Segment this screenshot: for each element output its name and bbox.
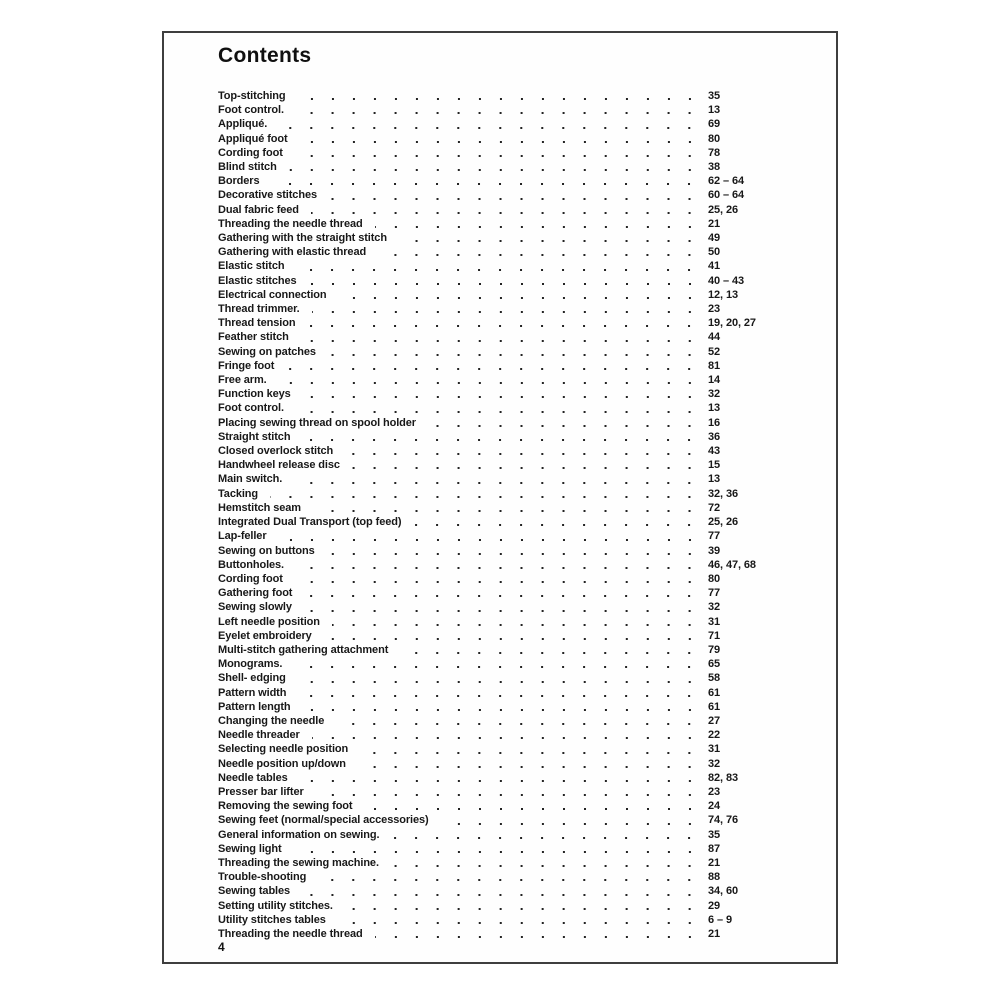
toc-row (218, 472, 826, 486)
toc-row (218, 643, 826, 657)
toc-entry-pages: 52 (708, 345, 721, 358)
toc-entry-pages: 23 (708, 785, 721, 798)
toc-entry-pages: 22 (708, 729, 721, 742)
dot-leader (302, 438, 700, 442)
toc-entry-label: General information on sewing. (218, 828, 380, 841)
dot-leader (336, 722, 700, 726)
toc-entry-label: Sewing slowly (218, 601, 292, 614)
toc-entry-pages: 32, 36 (708, 487, 738, 500)
toc-entry-pages: 50 (708, 246, 721, 259)
dot-leader (327, 552, 700, 556)
toc-entry-label: Shell- edging (218, 672, 286, 685)
toc-entry-label: Feather stitch (218, 331, 289, 344)
toc-entry-pages: 14 (708, 374, 721, 387)
toc-row (218, 217, 826, 231)
toc-entry-pages: 29 (708, 899, 721, 912)
dot-leader (441, 822, 700, 826)
toc-entry-label: Integrated Dual Transport (top feed) (218, 516, 402, 529)
toc-row (218, 359, 826, 373)
toc-entry-label: Thread trimmer. (218, 303, 300, 316)
dot-leader (298, 97, 700, 101)
dot-leader (296, 268, 700, 272)
toc-entry-label: Gathering with elastic thread (218, 246, 367, 259)
dot-leader (294, 665, 700, 669)
toc-row (218, 529, 826, 543)
toc-entry-pages: 13 (708, 104, 721, 117)
toc-entry-pages: 35 (708, 828, 721, 841)
toc-entry-label: Foot control. (218, 104, 284, 117)
toc-row (218, 686, 826, 700)
toc-entry-label: Decorative stitches (218, 189, 317, 202)
toc-entry-label: Lap-feller (218, 530, 267, 543)
dot-leader (375, 225, 700, 229)
toc-row (218, 657, 826, 671)
dot-leader (300, 140, 700, 144)
toc-entry-label: Utility stitches tables (218, 913, 326, 926)
dot-leader (360, 751, 700, 755)
toc-row (218, 444, 826, 458)
toc-entry-pages: 65 (708, 658, 721, 671)
toc-entry-label: Sewing tables (218, 885, 291, 898)
toc-entry-pages: 21 (708, 856, 721, 869)
toc-row (218, 458, 826, 472)
toc-row (218, 771, 826, 785)
toc-entry-pages: 69 (708, 118, 721, 131)
toc-entry-pages: 80 (708, 572, 721, 585)
toc-row (218, 487, 826, 501)
dot-leader (298, 694, 700, 698)
toc-row (218, 913, 826, 927)
toc-entry-pages: 46, 47, 68 (708, 558, 756, 571)
toc-entry-pages: 32 (708, 601, 721, 614)
dot-leader (358, 765, 700, 769)
dot-leader (328, 353, 700, 357)
toc-entry-pages: 72 (708, 501, 721, 514)
dot-leader (295, 154, 700, 158)
toc-row (218, 430, 826, 444)
dot-leader (312, 310, 700, 314)
toc-entry-pages: 25, 26 (708, 516, 738, 529)
dot-leader (365, 807, 701, 811)
toc-row (218, 884, 826, 898)
dot-leader (329, 197, 700, 201)
toc-entry-label: Threading the sewing machine. (218, 856, 379, 869)
toc-entry-label: Free arm. (218, 374, 267, 387)
dot-leader (295, 580, 700, 584)
toc-row (218, 813, 826, 827)
toc-entry-label: Handwheel release disc (218, 459, 340, 472)
toc-entry-pages: 77 (708, 587, 721, 600)
toc-entry-label: Sewing feet (normal/special accessories) (218, 814, 429, 827)
toc-row (218, 274, 826, 288)
toc-entry-label: Blind stitch (218, 161, 277, 174)
page-title: Contents (218, 44, 312, 67)
toc-row (218, 728, 826, 742)
dot-leader (301, 339, 700, 343)
toc-entry-pages: 36 (708, 430, 721, 443)
toc-entry-label: Presser bar lifter (218, 785, 304, 798)
dot-leader (399, 239, 700, 243)
manual-contents-page (162, 31, 838, 964)
toc-entry-label: Borders (218, 175, 260, 188)
toc-entry-label: Top-stitching (218, 90, 286, 102)
toc-entry-label: Main switch. (218, 473, 283, 486)
toc-row (218, 117, 826, 131)
toc-row (218, 671, 826, 685)
toc-entry-label: Straight stitch (218, 430, 291, 443)
toc-entry-pages: 88 (708, 871, 721, 884)
dot-leader (352, 466, 700, 470)
toc-entry-label: Elastic stitches (218, 274, 297, 287)
toc-row (218, 742, 826, 756)
toc-entry-pages: 39 (708, 544, 721, 557)
toc-entry-label: Cording foot (218, 146, 283, 159)
dot-leader (304, 594, 700, 598)
toc-entry-label: Elastic stitch (218, 260, 285, 273)
toc-row (218, 89, 826, 103)
dot-leader (316, 793, 700, 797)
toc-entry-pages: 13 (708, 402, 721, 415)
toc-entry-pages: 35 (708, 90, 721, 102)
toc-entry-pages: 31 (708, 743, 721, 756)
toc-entry-pages: 38 (708, 161, 721, 174)
dot-leader (279, 381, 700, 385)
toc-row (218, 515, 826, 529)
toc-entry-label: Foot control. (218, 402, 284, 415)
toc-row (218, 799, 826, 813)
dot-leader (324, 637, 700, 641)
toc-entry-label: Thread tension (218, 317, 296, 330)
toc-row (218, 416, 826, 430)
dot-leader (279, 538, 700, 542)
toc-row (218, 899, 826, 913)
toc-row (218, 842, 826, 856)
toc-entry-pages: 15 (708, 459, 721, 472)
toc-row (218, 174, 826, 188)
toc-entry-pages: 23 (708, 303, 721, 316)
toc-entry-pages: 49 (708, 232, 721, 245)
dot-leader (400, 651, 700, 655)
dot-leader (296, 111, 700, 115)
toc-entry-pages: 61 (708, 700, 721, 713)
toc-entry-label: Gathering with the straight stitch (218, 232, 387, 245)
toc-entry-pages: 31 (708, 615, 721, 628)
toc-entry-pages: 25, 26 (708, 203, 738, 216)
toc-entry-label: Pattern length (218, 700, 291, 713)
toc-row (218, 586, 826, 600)
dot-leader (296, 566, 700, 570)
toc-row (218, 714, 826, 728)
dot-leader (338, 921, 700, 925)
toc-row (218, 572, 826, 586)
toc-row (218, 615, 826, 629)
toc-row (218, 373, 826, 387)
toc-entry-label: Appliqué foot (218, 132, 288, 145)
toc-row (218, 870, 826, 884)
toc-row (218, 160, 826, 174)
toc-entry-label: Dual fabric feed (218, 203, 299, 216)
dot-leader (294, 850, 700, 854)
toc-row (218, 316, 826, 330)
toc-entry-label: Closed overlock stitch (218, 445, 334, 458)
toc-entry-pages: 78 (708, 146, 721, 159)
dot-leader (313, 509, 700, 513)
dot-leader (378, 253, 700, 257)
dot-leader (345, 452, 700, 456)
toc-row (218, 700, 826, 714)
toc-entry-pages: 58 (708, 672, 721, 685)
toc-entry-label: Trouble-shooting (218, 871, 307, 884)
dot-leader (289, 168, 700, 172)
toc-entry-pages: 77 (708, 530, 721, 543)
dot-leader (296, 410, 700, 414)
toc-row (218, 146, 826, 160)
toc-entry-pages: 71 (708, 629, 721, 642)
toc-entry-label: Threading the needle thread (218, 217, 363, 230)
toc-row (218, 544, 826, 558)
toc-row (218, 387, 826, 401)
toc-row (218, 231, 826, 245)
toc-entry-pages: 32 (708, 388, 721, 401)
toc-row (218, 103, 826, 117)
toc-row (218, 330, 826, 344)
toc-entry-pages: 27 (708, 714, 721, 727)
dot-leader (332, 623, 700, 627)
toc-entry-pages: 6 – 9 (708, 913, 732, 926)
toc-entry-pages: 62 – 64 (708, 175, 745, 188)
toc-entry-pages: 40 – 43 (708, 274, 745, 287)
toc-entry-pages: 12, 13 (708, 288, 738, 301)
dot-leader (302, 893, 700, 897)
dot-leader (413, 523, 700, 527)
toc-entry-pages: 16 (708, 416, 721, 429)
dot-leader (270, 495, 700, 499)
dot-leader (307, 324, 700, 328)
toc-row (218, 757, 826, 771)
dot-leader (391, 836, 700, 840)
toc-entry-pages: 82, 83 (708, 771, 738, 784)
toc-row (218, 203, 826, 217)
toc-row (218, 245, 826, 259)
toc-entry-label: Sewing on patches (218, 345, 316, 358)
toc-entry-pages: 60 – 64 (708, 189, 745, 202)
toc-entry-label: Pattern width (218, 686, 287, 699)
toc-entry-label: Needle threader (218, 729, 300, 742)
dot-leader (303, 395, 700, 399)
toc-entry-label: Sewing light (218, 842, 282, 855)
dot-leader (428, 424, 700, 428)
toc-entry-label: Multi-stitch gathering attachment (218, 643, 389, 656)
toc-entry-label: Sewing on buttons (218, 544, 315, 557)
toc-entry-label: Cording foot (218, 572, 283, 585)
dot-leader (279, 126, 700, 130)
toc-entry-label: Eyelet embroidery (218, 629, 312, 642)
toc-row (218, 828, 826, 842)
toc-entry-label: Hemstitch seam (218, 501, 301, 514)
toc-entry-pages: 21 (708, 927, 721, 940)
toc-entry-label: Changing the needle (218, 714, 325, 727)
toc-entry-pages: 41 (708, 260, 721, 273)
dot-leader (312, 736, 700, 740)
page-number: 4 (218, 940, 225, 954)
toc-entry-pages: 43 (708, 445, 721, 458)
toc-entry-label: Selecting needle position (218, 743, 349, 756)
dot-leader (300, 779, 700, 783)
toc-entry-label: Needle tables (218, 771, 288, 784)
dot-leader (375, 935, 700, 939)
toc-row (218, 600, 826, 614)
toc-row (218, 132, 826, 146)
toc-entry-pages: 24 (708, 800, 721, 813)
toc-entry-pages: 80 (708, 132, 721, 145)
dot-leader (303, 708, 700, 712)
toc-entry-pages: 21 (708, 217, 721, 230)
toc-entry-label: Tacking (218, 487, 259, 500)
dot-leader (294, 481, 700, 485)
dot-leader (318, 878, 700, 882)
toc-entry-label: Left needle position (218, 615, 320, 628)
table-of-contents (218, 89, 826, 941)
toc-row (218, 856, 826, 870)
toc-entry-pages: 34, 60 (708, 885, 738, 898)
dot-leader (309, 282, 701, 286)
toc-entry-label: Electrical connection (218, 288, 327, 301)
toc-entry-pages: 32 (708, 757, 721, 770)
toc-entry-label: Needle position up/down (218, 757, 346, 770)
toc-entry-pages: 44 (708, 331, 721, 344)
dot-leader (286, 367, 700, 371)
dot-leader (311, 211, 700, 215)
toc-entry-label: Gathering foot (218, 587, 293, 600)
toc-entry-label: Appliqué. (218, 118, 268, 131)
toc-row (218, 188, 826, 202)
dot-leader (304, 609, 700, 613)
toc-row (218, 927, 826, 941)
toc-row (218, 345, 826, 359)
dot-leader (391, 864, 700, 868)
toc-entry-label: Setting utility stitches. (218, 899, 333, 912)
toc-row (218, 259, 826, 273)
toc-entry-pages: 81 (708, 359, 721, 372)
toc-entry-label: Monograms. (218, 658, 283, 671)
toc-row (218, 288, 826, 302)
dot-leader (339, 296, 700, 300)
dot-leader (298, 680, 700, 684)
toc-row (218, 785, 826, 799)
toc-row (218, 302, 826, 316)
toc-row (218, 501, 826, 515)
toc-entry-label: Threading the needle thread (218, 927, 363, 940)
dot-leader (345, 907, 700, 911)
toc-row (218, 629, 826, 643)
toc-entry-pages: 74, 76 (708, 814, 738, 827)
toc-entry-label: Fringe foot (218, 359, 275, 372)
toc-entry-pages: 13 (708, 473, 721, 486)
toc-entry-label: Buttonholes. (218, 558, 285, 571)
toc-entry-label: Removing the sewing foot (218, 800, 353, 813)
toc-entry-pages: 61 (708, 686, 721, 699)
toc-entry-label: Placing sewing thread on spool holder (218, 416, 416, 429)
toc-row (218, 558, 826, 572)
dot-leader (271, 182, 700, 186)
toc-entry-label: Function keys (218, 388, 291, 401)
toc-entry-pages: 79 (708, 643, 721, 656)
toc-entry-pages: 19, 20, 27 (708, 317, 756, 330)
toc-entry-pages: 87 (708, 842, 721, 855)
toc-row (218, 401, 826, 415)
